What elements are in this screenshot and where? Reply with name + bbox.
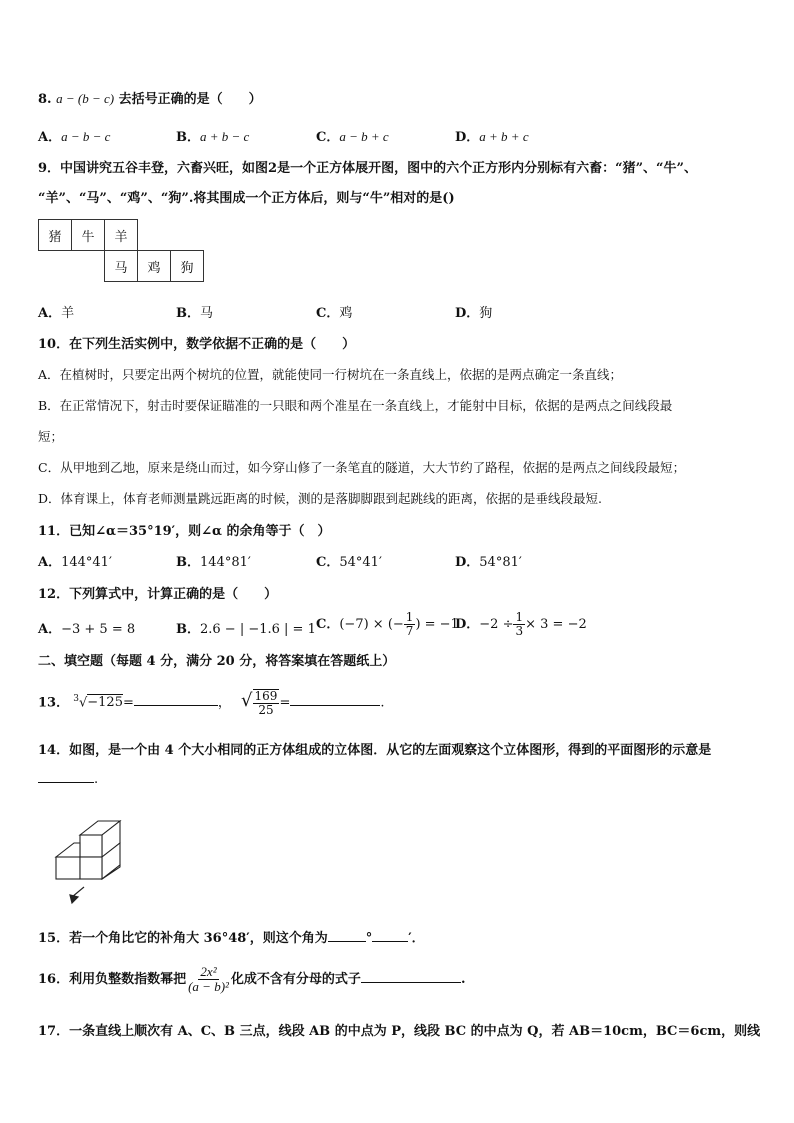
q17-line: 17．一条直线上顺次有 A、C、B 三点，线段 AB 的中点为 P，线段 BC 的中点为 Q，若 AB＝10cm，BC＝6cm，则线 [38, 1024, 761, 1039]
q11-option-d: D．54°81′ [455, 555, 522, 570]
q10-option-c: C．从甲地到乙地，原来是绕山而过，如今穿山修了一条笔直的隧道，大大节约了路程，依据的是两点之间线段最短； [38, 460, 686, 475]
section-heading: 二、填空题（每题 4 分，满分 20 分，将答案填在答题纸上） [38, 654, 396, 669]
q8-number: 8. [38, 92, 52, 107]
cube-stack-figure [50, 815, 130, 915]
cube-face [80, 835, 102, 857]
radical-sign-icon: √ [78, 695, 88, 711]
q9-option-d: D．狗 [455, 306, 493, 321]
cube-net-figure [38, 219, 204, 282]
q12-option-a: A．−3 + 5 = 8 [38, 622, 136, 637]
q11-option-c: C．54°41′ [316, 555, 382, 570]
cube-face [56, 857, 80, 879]
q9-option-b: B．马 [176, 306, 214, 321]
fraction: $\frac{1}{3}$ [515, 610, 524, 638]
q16-line: 16．利用负整数指数幂把 $\frac{\text{2x²}}{\text{(a − b)²}}$ 化成不含有分母的式子 . [38, 964, 466, 994]
fraction: $\frac{169}{25}$ [254, 689, 278, 717]
q10-option-b-line1: B．在正常情况下，射击时要保证瞄准的一只眼和两个准星在一条直线上，才能射中目标，依据的是两点之间线段最 [38, 398, 673, 413]
q9-option-a: A．羊 [38, 306, 75, 321]
net-cell: 猪 [39, 220, 72, 251]
q8-option-a: A．a − b − c [38, 129, 111, 145]
q8-option-d: D．a + b + c [455, 129, 529, 145]
q10-stem: 10．在下列生活实例中，数学依据不正确的是（ ） [38, 337, 356, 352]
q8-stem [38, 88, 262, 107]
arrow-icon [70, 887, 84, 903]
q8-text: 去括号正确的是（ ） [118, 92, 262, 107]
q10-option-b-line2: 短； [38, 429, 64, 444]
q14-line2: . [38, 772, 98, 787]
net-cell: 牛 [72, 220, 105, 251]
q10-option-a: A．在植树时，只要定出两个树坑的位置，就能使同一行树坑在一条直线上，依据的是两点确定一条直线； [38, 367, 623, 382]
q8-expression: a − (b − c) [56, 91, 115, 106]
answer-blank[interactable] [361, 981, 461, 983]
q9-option-c: C．鸡 [316, 306, 353, 321]
q9-stem-line2: “羊”、“马”、“鸡”、“狗”.将其围成一个正方体后，则与“牛”相对的是() [38, 191, 455, 206]
q12-stem: 12．下列算式中，计算正确的是（ ） [38, 587, 278, 602]
fraction: $\frac{\text{2x²}}{\text{(a − b)²}}$ [188, 964, 229, 994]
q13-line: 13． $^3$√−125= ， √ $\frac{169}{25}$ = . [38, 689, 385, 717]
answer-blank-minutes[interactable] [372, 940, 408, 942]
q10-option-d: D．体育课上，体育老师测量跳远距离的时候，测的是落脚脚跟到起跳线的距离，依据的是垂线段最短. [38, 491, 602, 506]
cube-face [80, 857, 102, 879]
net-cell: 马 [105, 251, 138, 282]
q11-option-b: B．144°81′ [176, 555, 251, 570]
q11-option-a: A．144°41′ [38, 555, 112, 570]
answer-blank[interactable] [134, 704, 218, 706]
fraction: $\frac{1}{7}$ [405, 610, 414, 638]
net-cell: 鸡 [138, 251, 171, 282]
net-cell: 羊 [105, 220, 138, 251]
q12-option-c: C．(−7) × (− $\frac{1}{7}$ ) = −1 [316, 610, 459, 638]
q12-option-b: B．2.6 − | −1.6 | = 1 [176, 622, 316, 637]
answer-blank[interactable] [290, 704, 380, 706]
q14-line1: 14．如图，是一个由 4 个大小相同的正方体组成的立体图．从它的左面观察这个立体图形，得到的平面图形的示意是 [38, 743, 712, 758]
q15-line: 15．若一个角比它的补角大 36°48′，则这个角为 ° ′． [38, 931, 425, 946]
q9-stem-line1: 9．中国讲究五谷丰登，六畜兴旺，如图2是一个正方体展开图，图中的六个正方形内分别标有六畜：“猪”、“牛”、 [38, 161, 698, 176]
answer-blank[interactable] [38, 781, 94, 783]
net-cell: 狗 [171, 251, 204, 282]
cube-face [56, 843, 80, 857]
q12-option-d: D．−2 ÷ $\frac{1}{3}$ × 3 = −2 [455, 610, 587, 638]
q8-option-b: B．a + b − c [176, 129, 250, 145]
q11-stem: 11．已知∠α＝35°19′，则∠α 的余角等于（ ） [38, 524, 331, 539]
radical-sign-icon: √ [241, 690, 253, 712]
q8-option-c: C．a − b + c [316, 129, 389, 145]
root-index: 3 [73, 694, 79, 704]
answer-blank-degrees[interactable] [328, 940, 366, 942]
